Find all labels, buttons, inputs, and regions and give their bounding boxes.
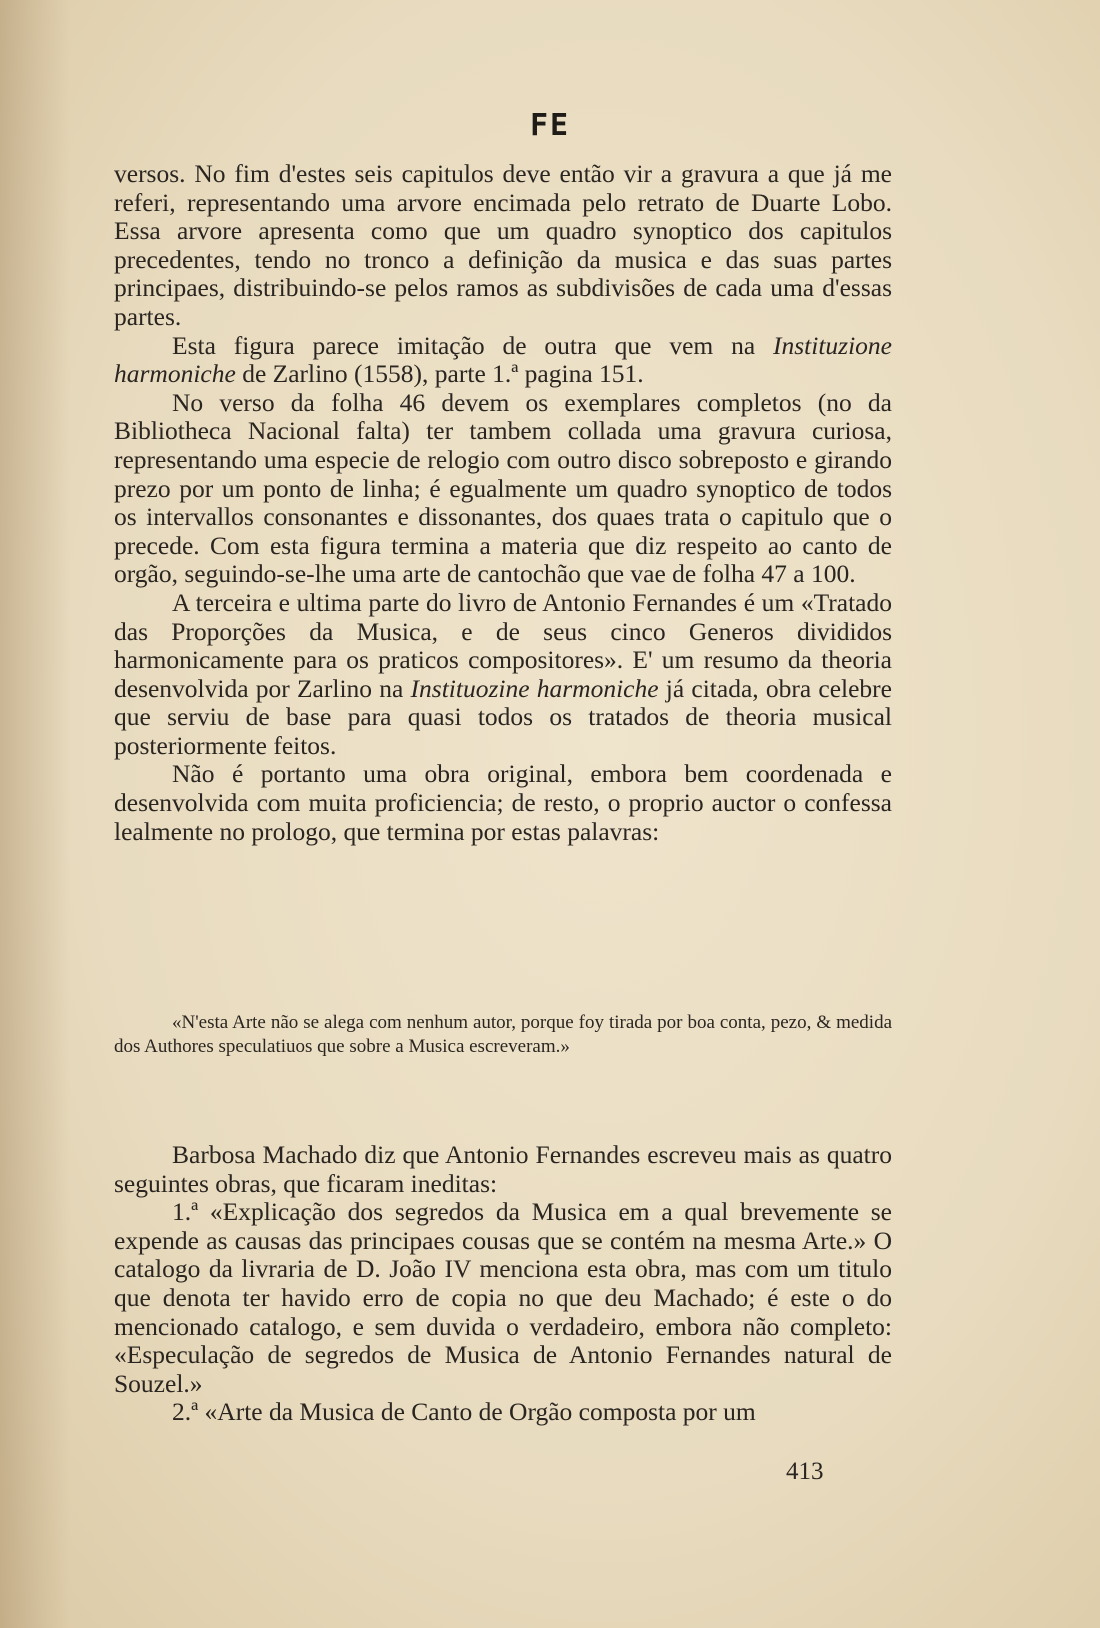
quote-text: «N'esta Arte não se alega com nenhum autor, porque foy tirada por boa conta, pezo, & medida dos Authores speculatiuos que sobre a Musica escreveram.» [114, 1012, 892, 1057]
main-text-upper [114, 160, 892, 846]
paragraph-4-italic-title: Instituozine harmoniche [410, 673, 659, 703]
paragraph-1: versos. No fim d'estes seis capitulos deve então vir a gravura a que já me referi, representando uma arvore encimada pelo retrato de Duarte Lobo. Essa arvore apresenta como que um quadro synoptico dos capitulos precedentes, tendo no tronco a definição da musica e das suas partes principaes, distribuindo-se pelos ramos as subdivisões de cada uma d'essas partes. [114, 159, 892, 331]
page-number: 413 [786, 1458, 824, 1485]
paragraph-2 [114, 332, 892, 389]
main-text-lower [114, 1141, 892, 1427]
paragraph-5: Não é portanto uma obra original, embora bem coordenada e desenvolvida com muita proficiencia; de resto, o proprio auctor o confessa lealmente no prologo, que termina por estas palavras: [114, 759, 892, 846]
paragraph-2-end: de Zarlino (1558), parte 1.ª pagina 151. [235, 359, 644, 389]
running-header: FE [529, 108, 571, 143]
paragraph-3: No verso da folha 46 devem os exemplares completos (no da Bibliotheca Nacional falta) ter tambem collada uma gravura curiosa, representando uma especie de relogio com outro disco sobreposto e girando prezo por um ponto de linha; é egualmente um quadro synoptico de todos os intervallos consonantes e dissonantes, dos quaes trata o capitulo que o precede. Com esta figura termina a materia que diz respeito ao canto de orgão, seguindo-se-lhe uma arte de cantochão que vae de folha 47 a 100. [114, 387, 892, 589]
paragraph-4-end: já citada, obra celebre que serviu de base para quasi todos os tratados de theoria musical posteriormente feitos. [114, 673, 892, 760]
paragraph-8: 2.ª «Arte da Musica de Canto de Orgão composta por um [172, 1397, 756, 1427]
block-quote [114, 1011, 892, 1058]
paragraph-4-start: A terceira e ultima parte do livro de Antonio Fernandes é um «Tratado das Proporções da Musica, e de seus cinco Generos divididos harmonicamente para os praticos compositores». E' um resumo da theoria desenvolvida por Zarlino na [114, 587, 892, 703]
paragraph-4 [114, 589, 892, 761]
paragraph-6: Barbosa Machado diz que Antonio Fernandes escreveu mais as quatro seguintes obras, que ficaram ineditas: [114, 1140, 892, 1198]
paragraph-2-start: Esta figura parece imitação de outra que vem na [172, 330, 773, 360]
paragraph-7: 1.ª «Explicação dos segredos da Musica em a qual brevemente se expende as causas das principaes cousas que se contém na mesma Arte.» O catalogo da livraria de D. João IV menciona esta obra, mas com um titulo que denota ter havido erro de copia no que deu Machado; é este o do mencionado catalogo, e sem duvida o verdadeiro, embora não completo: «Especulação de segredos de Musica de Antonio Fernandes natural de Souzel.» [114, 1197, 892, 1398]
paragraph-2-italic-title: Instituzione harmoniche [114, 330, 892, 389]
